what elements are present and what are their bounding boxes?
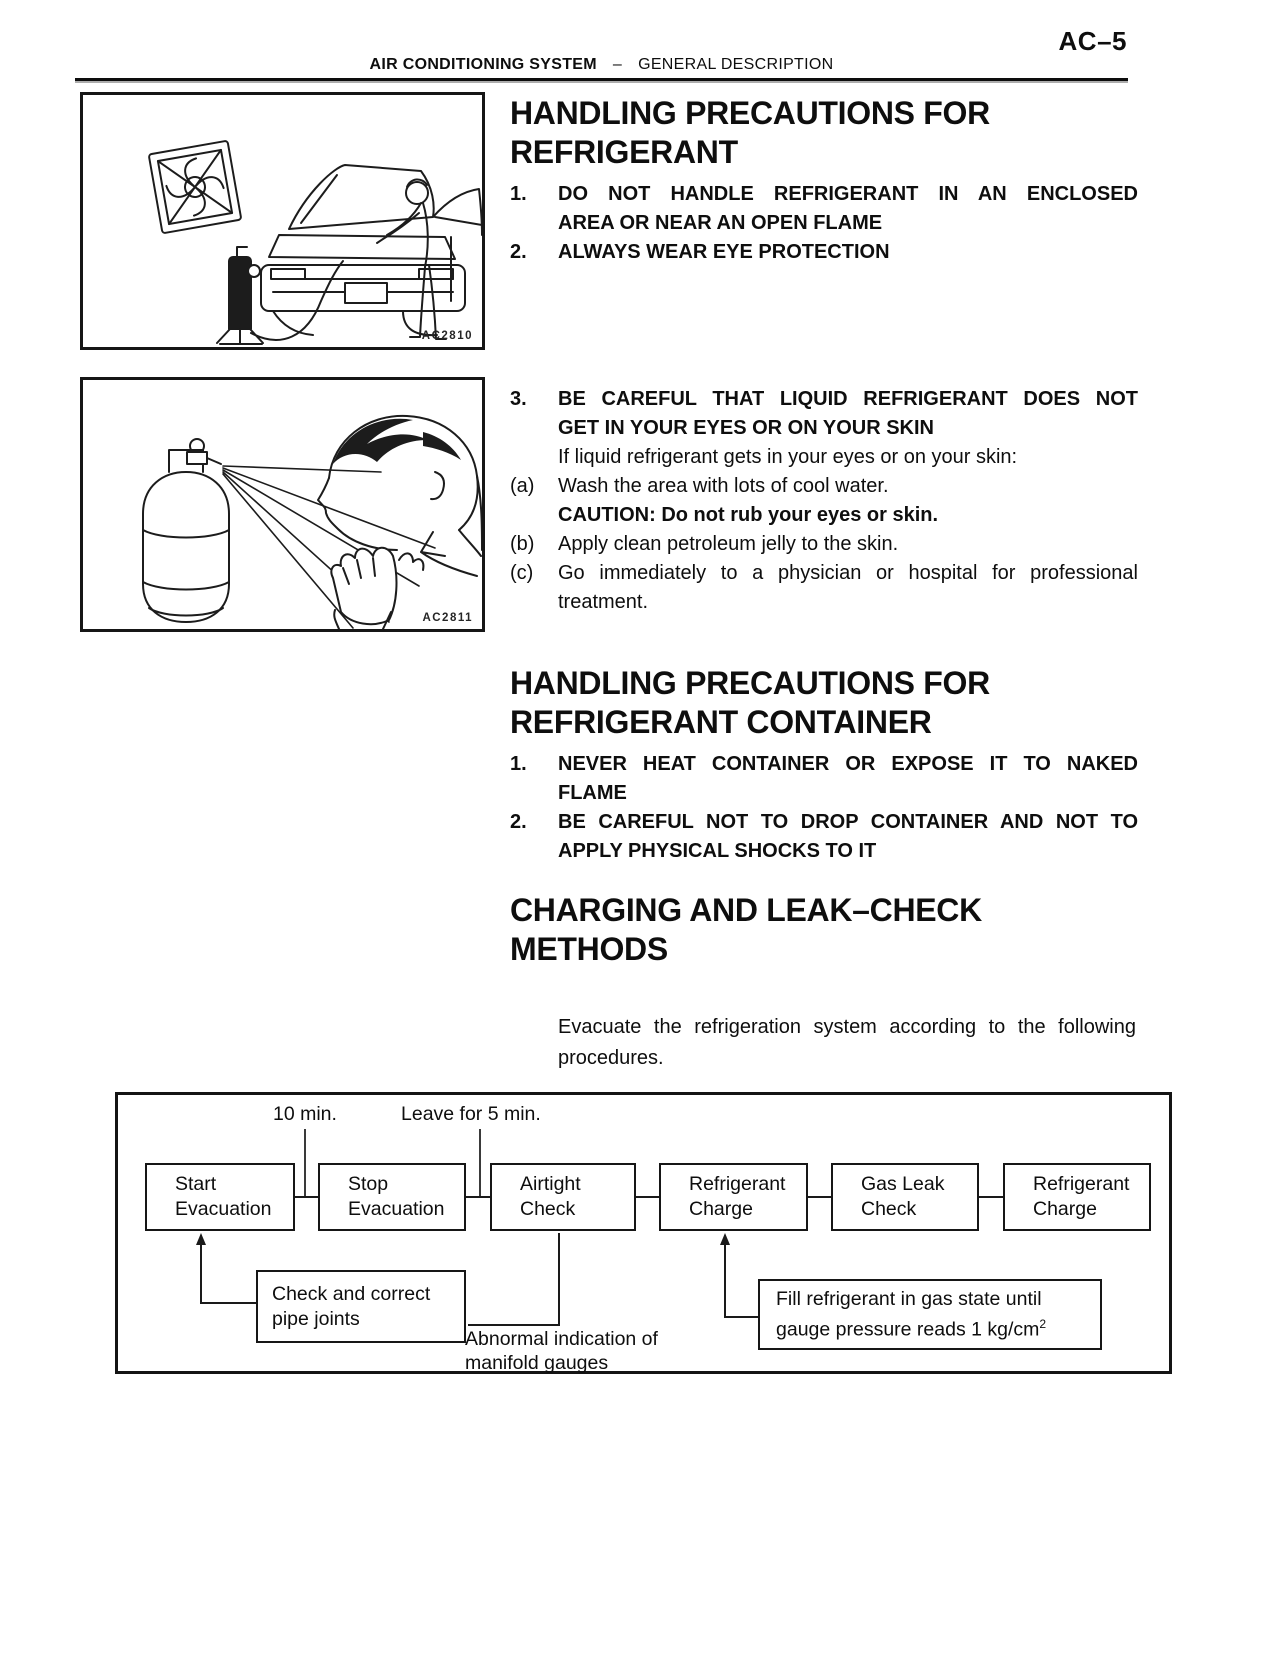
item-number: 2. xyxy=(510,241,527,263)
note-box-check-pipe-joints xyxy=(256,1270,466,1343)
text-line: APPLY PHYSICAL SHOCKS TO IT xyxy=(558,840,877,862)
text-line: NEVER HEAT CONTAINER OR EXPOSE IT TO NAKED xyxy=(558,753,1138,775)
list-item xyxy=(510,472,1138,530)
item-number: (b) xyxy=(510,533,535,555)
figure-caption: AC2811 xyxy=(422,612,473,624)
section-title xyxy=(510,664,1138,742)
text-line: Check and correct xyxy=(272,1282,431,1305)
section-title-line: REFRIGERANT CONTAINER xyxy=(510,704,932,740)
text-line: FLAME xyxy=(558,782,627,804)
list-item xyxy=(510,385,1138,472)
item-number: 1. xyxy=(510,753,527,775)
spray-lines xyxy=(223,466,435,628)
flow-box-stop-evacuation: Stop Evacuation xyxy=(318,1163,466,1231)
raised-hands xyxy=(331,548,423,629)
item-text xyxy=(558,750,1138,808)
section-container-precautions xyxy=(510,664,1138,866)
flow-box-refrigerant-charge-2: Refrigerant Charge xyxy=(1003,1163,1151,1231)
item-number: 2. xyxy=(510,811,527,833)
man-head-profile xyxy=(318,416,482,576)
item-text xyxy=(558,238,1138,267)
text-line: treatment. xyxy=(558,591,649,613)
text-line: Evacuate the refrigeration system according to the following xyxy=(558,1016,1136,1038)
charging-flowchart xyxy=(115,1092,1172,1374)
breadcrumb-subsection: GENERAL DESCRIPTION xyxy=(638,56,834,73)
text-line: DO NOT HANDLE REFRIGERANT IN AN ENCLOSED xyxy=(558,183,1138,205)
charging-cylinder xyxy=(217,247,263,344)
figure-refrigerant-spray xyxy=(80,377,485,632)
timer-label-leave5min: Leave for 5 min. xyxy=(401,1103,541,1125)
text-line: AREA OR NEAR AN OPEN FLAME xyxy=(558,212,883,234)
list-item xyxy=(510,238,1138,267)
item-number: 1. xyxy=(510,183,527,205)
item-text xyxy=(558,385,1138,472)
breadcrumb xyxy=(75,56,1128,74)
figure-caption: AC2810 xyxy=(421,330,473,342)
section-title-line: METHODS xyxy=(510,931,668,967)
text-line: Wash the area with lots of cool water. xyxy=(558,475,889,497)
page-number: AC–5 xyxy=(1058,26,1127,56)
item-number: (a) xyxy=(510,475,535,497)
item-number: (c) xyxy=(510,562,534,584)
text-line-with-sup xyxy=(776,1312,1100,1343)
list-item xyxy=(510,559,1138,617)
breadcrumb-separator: – xyxy=(612,56,623,73)
list-item xyxy=(510,180,1138,238)
refrigerant-container xyxy=(143,439,229,622)
text-line: procedures. xyxy=(558,1047,664,1069)
ventilation-fan-icon xyxy=(149,141,242,234)
note-abnormal-indication xyxy=(465,1327,715,1375)
text-line: If liquid refrigerant gets in your eyes or on your skin: xyxy=(558,446,1018,468)
section-title-line: HANDLING PRECAUTIONS FOR xyxy=(510,665,990,701)
text-line: Abnormal indication of xyxy=(465,1328,658,1350)
item-text xyxy=(558,472,1138,530)
figure-ventilated-charging xyxy=(80,92,485,350)
section-precaution-3 xyxy=(510,385,1138,617)
note-box-fill-refrigerant xyxy=(758,1279,1102,1350)
list-item xyxy=(510,530,1138,559)
item-text xyxy=(558,530,1138,559)
flow-box-gas-leak-check: Gas Leak Check xyxy=(831,1163,979,1231)
section-refrigerant-precautions xyxy=(510,94,1138,267)
text-segment: gauge pressure reads 1 kg/cm xyxy=(776,1318,1040,1341)
section-title-line: CHARGING AND LEAK–CHECK xyxy=(510,892,982,928)
caution-line: CAUTION: Do not rub your eyes or skin. xyxy=(558,504,939,526)
car-charging-illustration xyxy=(83,95,482,347)
breadcrumb-section: AIR CONDITIONING SYSTEM xyxy=(369,56,597,73)
item-number: 3. xyxy=(510,388,527,410)
item-text xyxy=(558,180,1138,238)
section-title-line: HANDLING PRECAUTIONS FOR xyxy=(510,95,990,131)
text-line: BE CAREFUL THAT LIQUID REFRIGERANT DOES NOT xyxy=(558,388,1138,410)
text-line: ALWAYS WEAR EYE PROTECTION xyxy=(558,241,890,263)
charging-paragraph xyxy=(558,1012,1136,1074)
section-title-line: REFRIGERANT xyxy=(510,134,738,170)
text-line: Go immediately to a physician or hospital for professional xyxy=(558,562,1138,584)
section-charging-methods xyxy=(510,891,1138,969)
item-text xyxy=(558,808,1138,866)
superscript: 2 xyxy=(1039,1316,1047,1331)
text-line: Fill refrigerant in gas state until xyxy=(776,1287,1042,1310)
section-title xyxy=(510,891,1138,969)
flow-box-refrigerant-charge: Refrigerant Charge xyxy=(659,1163,808,1231)
text-line: GET IN YOUR EYES OR ON YOUR SKIN xyxy=(558,417,934,439)
text-line: BE CAREFUL NOT TO DROP CONTAINER AND NOT TO xyxy=(558,811,1138,833)
item-text xyxy=(558,559,1138,617)
refrigerant-spray-illustration xyxy=(83,380,482,629)
text-line: pipe joints xyxy=(272,1307,360,1330)
header-rule xyxy=(75,78,1128,81)
flow-box-start-evacuation: Start Evacuation xyxy=(145,1163,295,1231)
section-title xyxy=(510,94,1138,172)
car-outline xyxy=(261,165,482,335)
timer-label-10min: 10 min. xyxy=(273,1103,337,1125)
text-line: manifold gauges xyxy=(465,1352,609,1374)
text-line: Apply clean petroleum jelly to the skin. xyxy=(558,533,899,555)
flow-box-airtight-check: Airtight Check xyxy=(490,1163,636,1231)
list-item xyxy=(510,808,1138,866)
list-item xyxy=(510,750,1138,808)
